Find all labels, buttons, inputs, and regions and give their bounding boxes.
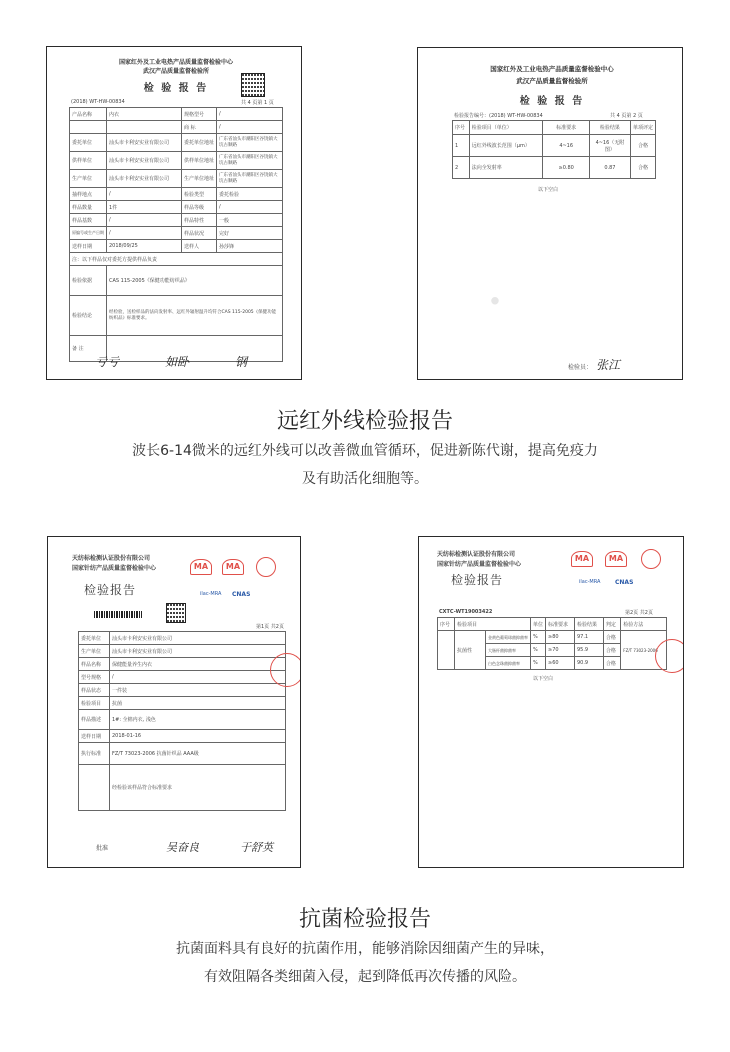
report-2-org-line1: 国家红外及工业电热产品质量监督检验中心: [490, 65, 614, 73]
table-row: 产品名称 内衣 规格型号 /: [70, 108, 283, 121]
table-row: 送样日期 2018-01-16: [79, 730, 286, 743]
report-3-barcode: [94, 611, 142, 618]
report-4-page: 第2页 共2页: [625, 610, 653, 616]
report-2-results-table: [452, 120, 656, 179]
report-4-red-seal: [655, 639, 683, 673]
table-row: 序号 检验项目 单位 标准要求 检验结果 判定 检验方法: [438, 618, 667, 631]
report-1-frame: [46, 46, 302, 380]
table-row: 委托单位 汕头市卡利安实业有限公司: [79, 632, 286, 645]
table-row: 检验依据 CAS 115-2005《保健功能纺织品》: [70, 266, 283, 296]
report-3-title: 检验报告: [84, 583, 137, 597]
report-3-ma-logo-1: MA: [190, 559, 212, 575]
table-row: 2 法向全发射率 ≥0.80 0.87 合格: [453, 157, 656, 179]
report-1-report-no: (2018) WT-HW-00834: [71, 99, 125, 105]
table-row: 白色念珠菌抑菌率 % ≥60 90.9 合格: [438, 657, 667, 670]
report-4-ma-logo-2: MA: [605, 551, 627, 567]
report-2-title: 检 验 报 告: [519, 96, 585, 107]
report-3-ma-logo-2: MA: [222, 559, 244, 575]
table-row: 样品基数 / 样品特性 一般: [70, 214, 283, 227]
report-2-page: 共 4 页第 2 页: [610, 113, 643, 119]
table-row: 抽样地点 / 检验类型 委托检验: [70, 188, 283, 201]
table-row: 供样单位 汕头市卡利安实业有限公司 供样单位地址 广东省汕头市潮阳区谷饶镇大坑古顺路: [70, 152, 283, 170]
table-row: 大肠杆菌抑菌率 % ≥70 95.9 合格: [438, 644, 667, 657]
report-2-report-no: 检验报告编号：(2018) WT-HW-00834: [454, 113, 543, 119]
report-2-frame: [417, 47, 683, 380]
table-row: 样品数量 1件 样品等级 /: [70, 201, 283, 214]
report-1-org-line1: 国家红外及工业电热产品质量监督检验中心: [118, 59, 233, 66]
report-3-document: [66, 543, 300, 865]
table-row: 生产单位 汕头市卡利安实业有限公司: [79, 645, 286, 658]
table-row: 注：以下样品仅对委托方提供样品负责: [70, 253, 283, 266]
report-3-org-line2: 国家针纺产品质量监督检验中心: [72, 565, 157, 572]
report-2-checker-signature: 张江: [596, 358, 621, 372]
report-4-document: [429, 543, 683, 865]
table-row: 备 注: [70, 336, 283, 362]
report-3-cnas-logo: CNAS: [232, 591, 251, 598]
report-3-signature-2: 吴奋良: [166, 841, 199, 854]
report-4-title: 检验报告: [451, 573, 504, 587]
report-4-org-line1: 天纺标检测认证股份有限公司: [437, 551, 516, 558]
table-row: 序号 检验项目（单位） 标准要求 检验结果 单项评定: [453, 121, 656, 135]
section-2-desc-line-2: 有效阻隔各类细菌入侵，起到降低再次传播的风险。: [204, 969, 526, 985]
table-row: 送样日期 2018/09/25 送样人 孙莎锋: [70, 240, 283, 253]
report-4-org-line2: 国家针纺产品质量监督检验中心: [437, 561, 522, 568]
report-1-signature-2: 如卧: [165, 355, 190, 369]
section-2-desc-line-1: 抗菌面料具有良好的抗菌作用，能够消除因细菌产生的异味，: [176, 941, 554, 957]
report-2-blank-note: 以下空白: [538, 187, 559, 193]
report-4-report-no: CXTC-WT19003422: [439, 609, 493, 615]
table-row: 商 标 /: [70, 121, 283, 134]
section-1-title: 远红外线检验报告: [276, 409, 453, 434]
report-3-signature-3: 于舒英: [240, 841, 273, 854]
report-4-frame: [418, 536, 684, 868]
report-1-signature-3: 钢: [235, 355, 248, 369]
report-1-document: [65, 55, 287, 373]
report-4-round-logo: [641, 549, 661, 569]
report-3-ilac-logo: ilac-MRA: [200, 591, 222, 597]
report-4-results-table: [437, 617, 667, 670]
report-2-org-line2: 武汉产品质量监督检验所: [516, 77, 588, 85]
report-1-title: 检 验 报 告: [143, 83, 209, 94]
table-row: 抗菌性 金黄色葡萄球菌抑菌率 % ≥80 97.1 合格 FZ/T 73023-2006: [438, 631, 667, 644]
report-3-page: 第1页 共2页: [256, 624, 284, 630]
report-1-info-table: [69, 107, 283, 362]
report-4-ma-logo-1: MA: [571, 551, 593, 567]
report-3-round-logo: [256, 557, 276, 577]
report-1-qr-code: [241, 73, 265, 97]
table-row: 原编号或生产日期 / 样品状况 完好: [70, 227, 283, 240]
section-1-desc-line-2: 及有助活化细胞等。: [302, 471, 428, 487]
table-row: 检验结论 经检验，送检样品的法向发射率、远红外辐射温升均符合CAS 115-2005《保健功能纺织品》标准要求。: [70, 296, 283, 336]
table-row: 型号规格 /: [79, 671, 286, 684]
report-4-ilac-logo: ilac-MRA: [579, 579, 601, 585]
report-3-red-seal: [270, 653, 300, 687]
report-1-org-line2: 武汉产品质量监督检验所: [142, 68, 209, 75]
report-1-signature-1: 亏亏: [95, 355, 120, 369]
table-row: 经检验该样品符合标准要求: [79, 765, 286, 811]
report-1-page: 共 4 页第 1 页: [241, 100, 274, 106]
report-3-info-table: [78, 631, 286, 811]
report-3-frame: [47, 536, 301, 868]
report-2-checker-label: 检验员：: [568, 364, 593, 371]
report-3-signature-label: 批准: [96, 845, 109, 852]
report-3-qr-code: [166, 603, 186, 623]
table-row: 样品状态 一件装: [79, 684, 286, 697]
report-2-document: [442, 56, 662, 374]
report-4-blank-note: 以下空白: [533, 676, 554, 682]
table-row: 样品名称 保健能量养生内衣: [79, 658, 286, 671]
table-row: 样品描述 1#: 全棉内衣, 浅色: [79, 710, 286, 730]
section-1-desc-line-1: 波长6-14微米的远红外线可以改善微血管循环，促进新陈代谢，提高免疫力: [132, 443, 598, 459]
table-row: 检验项目 抗菌: [79, 697, 286, 710]
table-row: 1 远红外线波长范围（μm） 4~16 4~16（无附图） 合格: [453, 135, 656, 157]
table-row: 委托单位 汕头市卡利安实业有限公司 委托单位地址 广东省汕头市潮阳区谷饶镇大坑古顺路: [70, 134, 283, 152]
report-3-org-line1: 天纺标检测认证股份有限公司: [72, 555, 151, 562]
report-4-cnas-logo: CNAS: [615, 579, 634, 586]
section-2-title: 抗菌检验报告: [298, 907, 431, 932]
report-2-watermark: ·: [488, 278, 502, 325]
table-row: 执行标准 FZ/T 73023-2006 抗菌针织品 AAA级: [79, 743, 286, 765]
table-row: 生产单位 汕头市卡利安实业有限公司 生产单位地址 广东省汕头市潮阳区谷饶镇大坑古顺路: [70, 170, 283, 188]
